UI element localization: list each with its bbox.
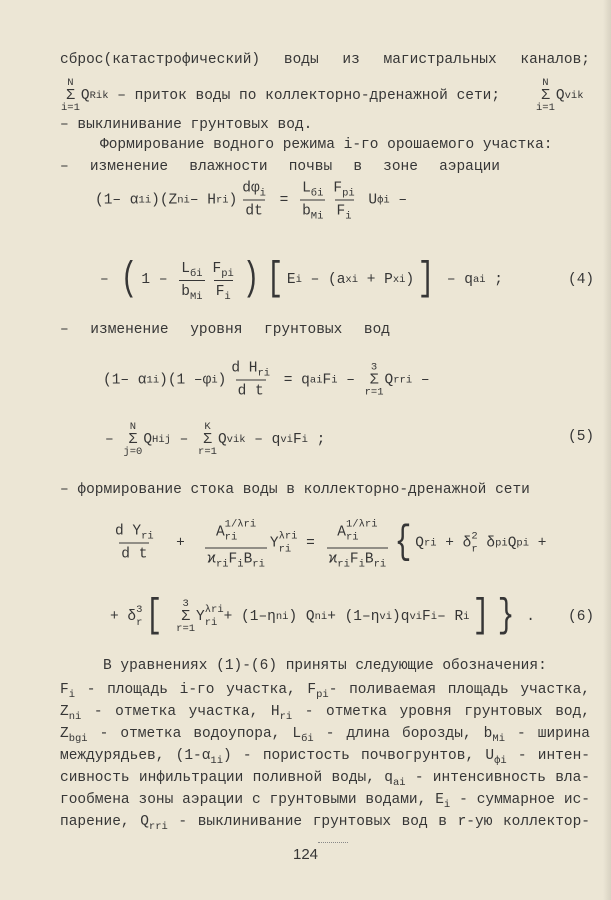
intro-sum-vik: N Σ i=1 Q vik [536,77,584,114]
denominator [119,543,149,563]
text-run: - отметка водоупора, L [87,726,302,742]
section-heading: Формирование водного режима i-го орошаемого участка: [100,137,553,153]
text-run: F [292,432,302,448]
text-run: - интен- [506,748,590,764]
summation [61,78,80,114]
text-run: Q [143,432,153,448]
subscript: i [345,210,352,223]
text-run: = [297,535,324,551]
text-run: + [158,535,203,551]
intro-line-1: сброс(катастрофический) воды из магистральных каналов; [60,52,590,68]
text-run: F [228,551,238,568]
subscript: ri [279,711,293,723]
numerator [179,261,204,280]
text-run: – [105,432,123,448]
text-run: d t [121,546,148,563]
subscript: i [259,187,266,200]
subscript: i [358,558,365,571]
sigma-symbol: Σ [128,431,138,448]
large-bracket: } [497,594,514,639]
super-subscript [205,604,224,630]
text-run: ) Q [288,609,315,625]
text-run: A [337,524,346,541]
large-bracket: ] [417,257,435,302]
text-run: – q [245,432,281,448]
superscript: 1/λri [224,518,257,531]
fraction [205,518,267,571]
equation-6-line-2: + δ 3 r [ 3 Σ r=1 Y λri ri + (1–η ni ) Q ni + (1–η vi )q vi F i – R i ] } . [110,594,535,639]
text-run: ; [307,432,326,448]
subscript: бi [189,267,203,280]
equation-number-6: (6) [568,609,595,625]
sum-upper-limit: 3 [370,361,378,373]
subscript: r [471,543,478,555]
denominator [335,200,354,223]
subscript: pi [316,689,329,701]
fraction [300,180,325,223]
subscript: ri [204,617,218,629]
text-run: 1 – [141,272,177,288]
text-run: = q [275,372,310,388]
text-run: Q [384,372,394,388]
text-run: ϰ [207,551,216,568]
notation-line [60,725,590,747]
summation [123,422,142,458]
text-run: + (1–η [223,609,276,625]
text-run: (1– α [103,372,147,388]
sum-lower-limit: j=0 [123,446,143,458]
text-run: b [181,283,190,300]
subscript: Mi [492,733,505,745]
fraction [229,361,272,400]
subscript: ri [252,558,265,571]
text-run: F [212,260,222,277]
sigma-symbol: Σ [540,87,550,104]
subscript: i [237,558,244,571]
text-run: Y [269,535,279,551]
fraction [240,181,268,220]
text-run: – (a [301,272,346,288]
large-bracket: { [394,520,412,565]
superscript: λri [204,604,224,616]
text-run: Q [415,535,424,551]
fraction [113,524,156,563]
sum-lower-limit: r=1 [176,623,196,635]
notation-line [60,791,590,813]
text-run: – H [189,192,216,208]
text-run: – R [437,609,464,625]
subscript: ri [373,558,387,571]
sigma-symbol: Σ [369,371,379,388]
text-run: ) [405,272,415,288]
numerator [331,181,356,200]
text-run: . [517,609,535,625]
subscript: i [68,689,76,701]
text-run: F [322,372,332,388]
large-bracket: ) [242,257,260,302]
subscript: бi [310,187,324,200]
notation-line [60,681,590,703]
text-run: – [389,192,408,208]
subscript: фi [494,755,507,767]
fraction [211,260,236,303]
page-edge-shadow [603,0,611,900]
page-number-rule [318,842,348,843]
sum-upper-limit: K [204,421,211,433]
text-run: гообмена зоны аэрации с грунтовыми водами, E [60,792,444,808]
notation-line [60,747,590,769]
text-run: Z [60,704,69,720]
text-run: = [270,192,298,208]
subscript: ri [224,531,238,544]
large-bracket: ( [121,257,138,302]
text-run: d Y [115,523,142,540]
numerator [229,361,272,380]
denominator [214,280,233,303]
superscript: λri [278,530,298,542]
subscript: bgi [68,733,88,745]
fraction [327,518,389,571]
text-run: F [215,283,225,300]
equation-number-5: (5) [568,429,595,445]
equation-5-line-1: (1– α 1i )(1 –φ i ) $\frac{d H_{ri}}{\text{d t}}$ = q ai F i – 3 Σ r=1 Q rri – [103,360,430,400]
runoff-heading: – формирование стока воды в коллекторно-дренажной сети [60,482,530,498]
text-run: B [364,551,374,568]
intro-line-5: – изменение влажности почвы в зоне аэрации [60,159,500,175]
page-number: 124 [292,846,319,863]
numerator [300,181,325,200]
notation-line [60,813,590,835]
subscript: ri [337,558,350,571]
subscript: pi [221,267,234,280]
text-run: Y [196,609,205,625]
text-run: F [336,203,346,220]
text-run: - длина борозды, b [313,726,493,742]
text-run: F [422,609,431,625]
denominator [243,200,264,220]
text-run: b [302,203,311,220]
text-run: )(1 –φ [159,372,212,388]
large-bracket: [ [266,257,284,302]
text-run: Q [507,535,517,551]
text-run: сивность инфильтрации поливной воды, q [60,770,393,786]
sigma-symbol: Σ [181,608,191,625]
subscript: бi [301,733,314,745]
denominator [236,380,266,400]
text-run: ; [485,272,503,288]
text-run: L [302,180,311,197]
fraction [179,260,204,303]
summation [536,78,555,114]
subscript: ri [141,530,154,543]
numerator [214,519,258,548]
subscript: Mi [189,290,203,303]
groundwater-heading: – изменение уровня грунтовых вод [60,322,390,338]
sum-upper-limit: 3 [182,598,189,610]
text-run: F [349,551,359,568]
text-run: – [412,372,430,388]
superscript: 1/λri [346,518,378,531]
summation [365,362,384,398]
sigma-symbol: Σ [65,87,75,104]
sum-lower-limit: r=1 [198,446,217,458]
subscript: 1i [210,755,224,767]
text-run: d H [231,360,258,377]
text-run: междурядьев, (1-α [60,748,211,764]
equation-5-line-2: – N Σ j=0 Q Hij – K Σ r=1 Q vik – q vi F i ; [105,421,326,458]
text-run: - суммарное ис- [450,792,590,808]
text-run: dφ [242,180,260,197]
text-run: )(Z [151,192,178,208]
super-subscript [225,519,257,545]
text-run: – приток воды по коллекторно-дренажной сети; [108,88,501,104]
summation [176,599,195,635]
text-run: + [529,535,547,551]
fraction [331,180,356,223]
sum-upper-limit: N [129,421,137,433]
numerator [113,524,156,543]
text-run: – [100,272,118,288]
subscript: i [224,290,231,303]
text-run: B [243,551,253,568]
subscript: ri [257,367,271,380]
sigma-symbol: Σ [202,431,212,448]
sum-lower-limit: i=1 [61,102,80,114]
equation-4-line-2: – ( 1 – $\frac{L_{бi}}{b_{Mi}}$ $\frac{F_{pi}}{F_i}$ ) [ E i – (a xi + P xi ) ] – q ai ; [100,257,503,303]
text-run: – [337,372,364,388]
notation-intro: В уравнениях (1)-(6) приняты следующие обозначения: [103,658,547,674]
text-run: ) [228,192,238,208]
text-run: - отметка уровня грунтовых вод, [292,704,591,720]
text-run: δ [477,535,496,551]
text-run: + P [358,272,393,288]
text-run: – [170,432,198,448]
superscript: 2 [471,530,478,542]
intro-sum-rik: N Σ i=1 Q Rik – приток воды по коллекторно-дренажной сети; [61,77,501,114]
sum-upper-limit: N [542,77,549,89]
subscript: r [136,617,143,629]
equation-number-4: (4) [568,272,595,288]
notation-line [60,769,590,791]
text-run: ) - пористость почвогрунтов, U [223,748,495,764]
subscript: ni [68,711,82,723]
subscript: ri [278,543,292,555]
subscript: i [443,799,451,811]
denominator [205,548,267,571]
text-run: (1– α [95,192,139,208]
text-run: парение, Q [60,814,149,830]
text-run: + δ [436,535,472,551]
notation-line [60,703,590,725]
large-bracket: ] [473,594,490,639]
text-run: E [286,272,296,288]
sum-lower-limit: r=1 [364,386,384,398]
text-run: ) [217,372,227,388]
text-run: - площадь i-го участка, F [75,682,317,698]
text-run: Q [217,432,227,448]
text-run: - отметка участка, H [81,704,280,720]
text-run: + (1–η [327,609,380,625]
text-run: dt [245,203,263,220]
text-run: Q [555,88,565,104]
text-run: ϰ [328,551,338,568]
subscript: ri [215,558,229,571]
numerator [240,181,268,200]
subscript: Mi [310,210,324,223]
super-subscript [136,604,142,630]
super-subscript [279,530,298,556]
text-run: - ширина [505,726,590,742]
text-run: U [359,192,378,208]
numerator [335,519,379,548]
numerator [211,261,236,280]
subscript: rri [148,821,168,833]
text-run: - поливаемая площадь участка, [328,682,590,698]
super-subscript [346,519,378,545]
text-run: - интенсивность вла- [405,770,591,786]
subscript: pi [342,187,355,200]
superscript: 3 [136,604,143,616]
text-run: + δ [110,609,137,625]
text-run: Z [60,726,69,742]
text-run: d t [237,383,264,400]
subscript: ai [392,777,406,789]
denominator [327,548,389,571]
equation-4-line-1: (1– α 1i )(Z ni – H ri ) $\frac{d\varphi_i}{dt}$ = $\frac{L_{бi}}{b_{Mi}}$ $\frac{F_{pi}}{F_i}$ U фi – [95,180,408,223]
text-run: - выклинивание грунтовых вод в r-ую коллектор- [167,814,590,830]
denominator [179,280,204,303]
equation-6-line-1: $\frac{d Y_{ri}}{\text{d t}}$ + A 1/λri ri $ϰ_{ri}F_iB_{ri}$ Y λri ri = A 1/λri ri $ϰ_{ri}F_iB_{ri}$ { Q ri + δ 2 r δ pi Q pi + [115,518,547,571]
text-run: F [60,682,69,698]
text-run: L [181,260,190,277]
large-bracket: [ [146,594,163,639]
sum-lower-limit: i=1 [536,102,555,114]
text-run: F [333,180,343,197]
intro-line-3: – выклинивание грунтовых вод. [60,117,313,133]
sum-upper-limit: N [67,77,74,89]
denominator [300,200,325,223]
subscript: ri [346,531,359,544]
summation [198,422,217,458]
text-run: A [215,524,225,541]
text-run: Q [80,88,90,104]
text-run: – q [438,272,473,288]
text-run [166,609,175,625]
text-run: )q [392,609,410,625]
